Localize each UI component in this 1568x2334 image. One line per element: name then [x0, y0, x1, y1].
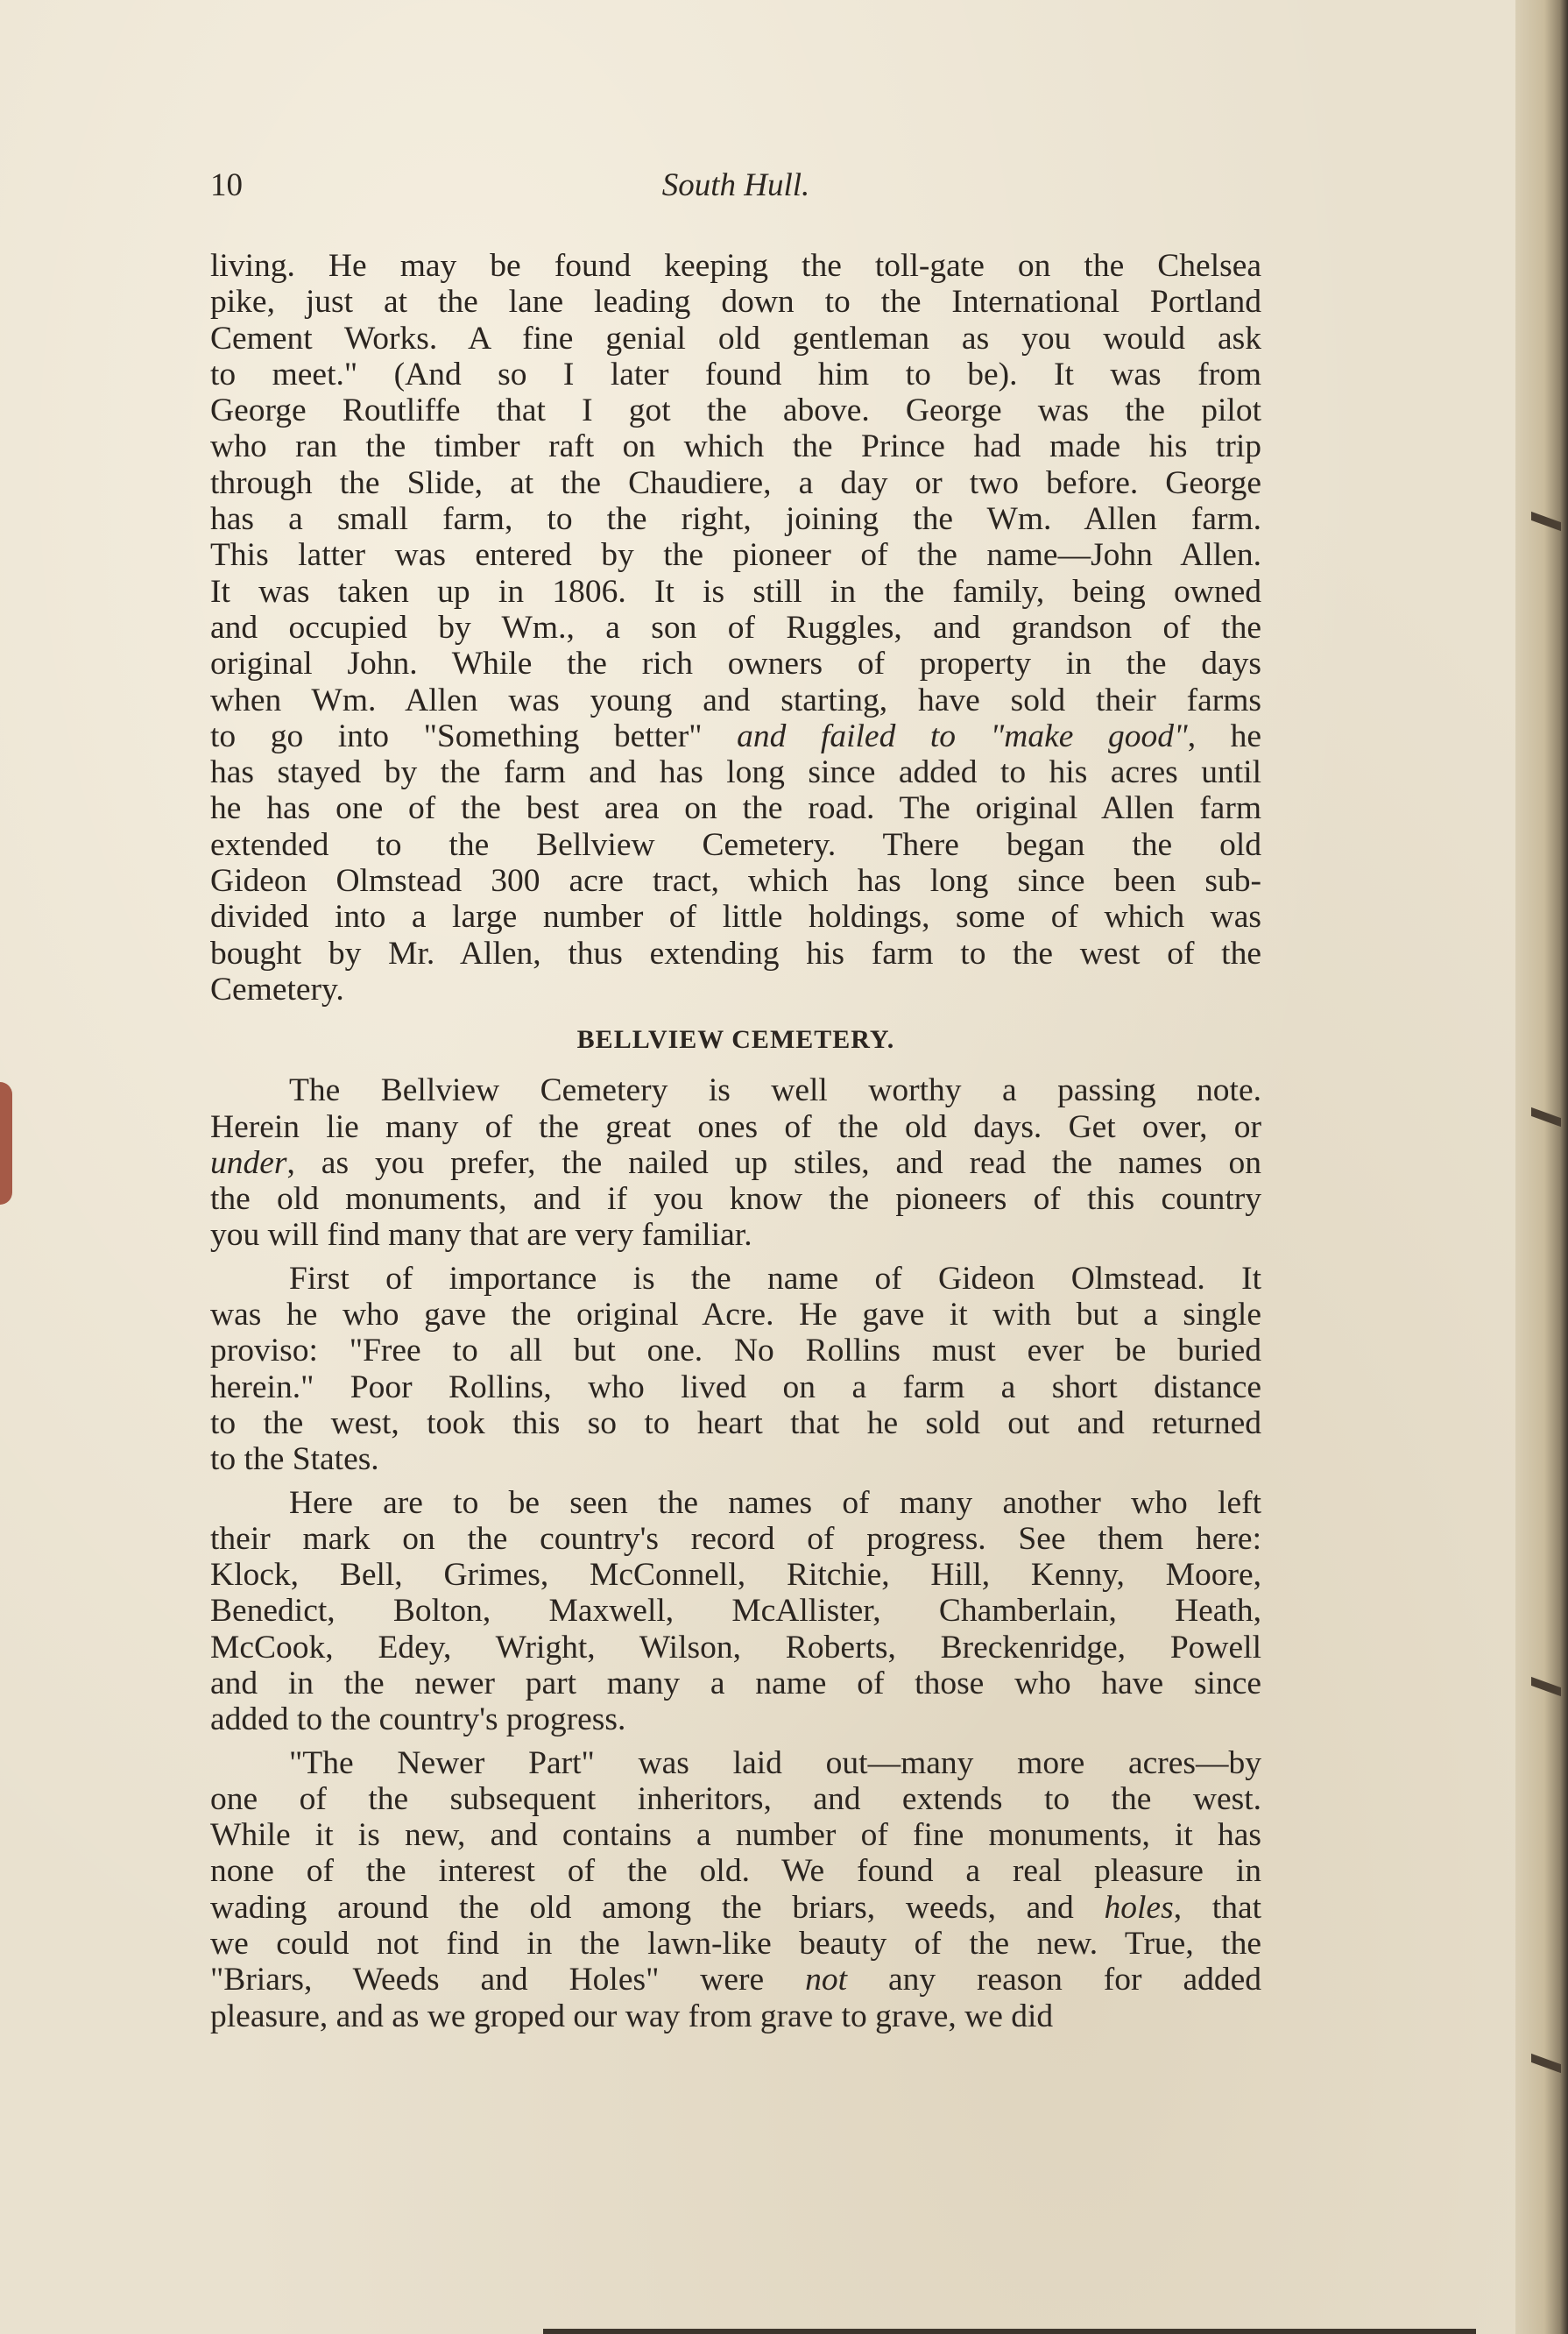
- line-text: , that: [1173, 1889, 1262, 1926]
- text-line: [210, 1261, 1261, 1297]
- text-line: [210, 1745, 1261, 1781]
- line-text: to the west, took this so to heart that he sold out and returned: [210, 1404, 1261, 1441]
- text-line: [210, 610, 1261, 646]
- section-heading: BELLVIEW CEMETERY.: [576, 1025, 895, 1055]
- text-line: [210, 1817, 1261, 1853]
- text-line: [210, 1109, 1261, 1145]
- line-text: Here are to be seen the names of many another who left: [289, 1484, 1261, 1521]
- line-text: has a small farm, to the right, joining the Wm. Allen farm.: [210, 501, 1261, 538]
- line-text: It was taken up in 1806. It is still in the family, being owned: [210, 573, 1261, 610]
- text-line: [210, 1853, 1261, 1889]
- text-line: [210, 321, 1261, 357]
- line-text: none of the interest of the old. We found a real pleasure in: [210, 1853, 1261, 1890]
- line-text: While it is new, and contains a number of fine monuments, it has: [210, 1817, 1261, 1854]
- page-edge: [1515, 0, 1568, 2334]
- text-line: [210, 790, 1261, 826]
- text-line: [210, 683, 1261, 718]
- line-text: herein." Poor Rollins, who lived on a farm a short distance: [210, 1369, 1261, 1405]
- text-line: [210, 1441, 1261, 1477]
- text-line: [210, 1701, 1261, 1737]
- paragraph: [210, 1745, 1261, 2034]
- text-line: [210, 1890, 1261, 1926]
- text-line: [210, 1998, 1261, 2034]
- text-line: [210, 1405, 1261, 1441]
- line-text: First of importance is the name of Gideon Olmstead. It: [289, 1260, 1261, 1297]
- text-line: [210, 754, 1261, 790]
- text-line: [210, 1145, 1261, 1181]
- line-text: we could not find in the lawn-like beauty of the new. True, the: [210, 1926, 1261, 1963]
- text-line: [210, 863, 1261, 899]
- line-text: you will find many that are very familiar.: [210, 1217, 752, 1254]
- line-text: any reason for added: [847, 1962, 1261, 1998]
- italic-text: not: [805, 1962, 848, 1998]
- line-text: Herein lie many of the great ones of the old days. Get over, or: [210, 1108, 1261, 1145]
- line-text: pleasure, and as we groped our way from grave to grave, we did: [210, 1998, 1054, 2034]
- text-line: [210, 1926, 1261, 1962]
- text-line: [210, 1557, 1261, 1593]
- text-line: [210, 1630, 1261, 1666]
- line-text: Gideon Olmstead 300 acre tract, which has long since been sub-: [210, 863, 1261, 900]
- text-line: [210, 936, 1261, 972]
- page-stain: [0, 1082, 12, 1205]
- line-text: extended to the Bellview Cemetery. There began the old: [210, 826, 1261, 863]
- running-title: South Hull.: [661, 167, 810, 203]
- line-text: Cemetery.: [210, 971, 344, 1008]
- text-line: [210, 1593, 1261, 1629]
- text-line: [210, 284, 1261, 320]
- page-header: [210, 166, 1261, 216]
- line-text: living. He may be found keeping the toll-gate on the Chelsea: [210, 248, 1261, 284]
- line-text: McCook, Edey, Wright, Wilson, Roberts, Breckenridge, Powell: [210, 1629, 1261, 1666]
- line-text: has stayed by the farm and has long since added to his acres until: [210, 754, 1261, 791]
- page-bottom-edge: [543, 2329, 1476, 2334]
- line-text: , as you prefer, the nailed up stiles, and read the names on: [286, 1144, 1261, 1181]
- line-text: , he: [1187, 718, 1261, 754]
- line-text: to go into "Something better": [210, 718, 738, 754]
- text-line: [210, 574, 1261, 610]
- line-text: "Briars, Weeds and Holes" were: [210, 1962, 806, 1998]
- page-tab-mark: [1531, 512, 1561, 531]
- paragraph: [210, 1072, 1261, 1253]
- line-text: and in the newer part many a name of those who have since: [210, 1665, 1261, 1701]
- line-text: Cement Works. A fine genial old gentleman as you would ask: [210, 320, 1261, 357]
- text-line: [210, 537, 1261, 573]
- text-line: [210, 1181, 1261, 1217]
- line-text: to meet." (And so I later found him to be). It was from: [210, 356, 1261, 393]
- text-line: [210, 393, 1261, 428]
- line-text: Klock, Bell, Grimes, McConnell, Ritchie, Hill, Kenny, Moore,: [210, 1557, 1261, 1594]
- body-text: [210, 248, 1261, 2034]
- line-text: The Bellview Cemetery is well worthy a passing note.: [289, 1072, 1261, 1109]
- line-text: the old monuments, and if you know the pioneers of this country: [210, 1181, 1261, 1218]
- line-text: George Routliffe that I got the above. George was the pilot: [210, 393, 1261, 429]
- line-text: "The Newer Part" was laid out—many more acres—by: [289, 1744, 1261, 1781]
- line-text: to the States.: [210, 1441, 379, 1478]
- text-line: [210, 1297, 1261, 1333]
- line-text: added to the country's progress.: [210, 1701, 626, 1738]
- text-line: [210, 428, 1261, 464]
- text-line: [210, 1217, 1261, 1253]
- line-text: and occupied by Wm., a son of Ruggles, and grandson of the: [210, 609, 1261, 646]
- text-line: [210, 1333, 1261, 1369]
- text-line: [210, 646, 1261, 682]
- line-text: one of the subsequent inheritors, and extends to the west.: [210, 1780, 1261, 1817]
- line-text: through the Slide, at the Chaudiere, a day or two before. George: [210, 464, 1261, 501]
- text-line: [210, 972, 1261, 1008]
- text-line: [210, 899, 1261, 935]
- line-text: divided into a large number of little holdings, some of which was: [210, 899, 1261, 936]
- page-tab-mark: [1531, 1677, 1561, 1696]
- text-line: [210, 248, 1261, 284]
- page-number: 10: [210, 167, 243, 203]
- line-text: Benedict, Bolton, Maxwell, McAllister, Chamberlain, Heath,: [210, 1593, 1261, 1630]
- paragraph: [210, 1485, 1261, 1738]
- text-line: [210, 1369, 1261, 1405]
- text-line: [210, 1485, 1261, 1521]
- line-text: was he who gave the original Acre. He gave it with but a single: [210, 1297, 1261, 1333]
- line-text: original John. While the rich owners of property in the days: [210, 646, 1261, 683]
- line-text: wading around the old among the briars, weeds, and: [210, 1889, 1105, 1926]
- text-line: [210, 1962, 1261, 1998]
- italic-text: under: [210, 1144, 287, 1181]
- line-text: bought by Mr. Allen, thus extending his farm to the west of the: [210, 935, 1261, 972]
- page-tab-mark: [1531, 2054, 1561, 2073]
- line-text: proviso: "Free to all but one. No Rollins must ever be buried: [210, 1333, 1261, 1369]
- text-line: [210, 465, 1261, 501]
- text-line: [210, 501, 1261, 537]
- line-text: their mark on the country's record of progress. See them here:: [210, 1520, 1261, 1557]
- line-text: This latter was entered by the pioneer of the name—John Allen.: [210, 537, 1261, 574]
- text-line: [210, 827, 1261, 863]
- text-line: [210, 357, 1261, 393]
- paragraph: [210, 1261, 1261, 1478]
- text-line: [210, 1666, 1261, 1701]
- paragraph: [210, 248, 1261, 1008]
- text-line: [210, 1072, 1261, 1108]
- italic-text: holes: [1104, 1889, 1174, 1926]
- text-line: [210, 1521, 1261, 1557]
- text-line: [210, 1781, 1261, 1817]
- text-line: [210, 718, 1261, 754]
- line-text: he has one of the best area on the road. The original Allen farm: [210, 790, 1261, 827]
- line-text: pike, just at the lane leading down to the International Portland: [210, 284, 1261, 321]
- page-tab-mark: [1531, 1107, 1561, 1127]
- italic-text: and failed to "make good": [737, 718, 1188, 754]
- line-text: who ran the timber raft on which the Prince had made his trip: [210, 428, 1261, 465]
- line-text: when Wm. Allen was young and starting, have sold their farms: [210, 682, 1261, 718]
